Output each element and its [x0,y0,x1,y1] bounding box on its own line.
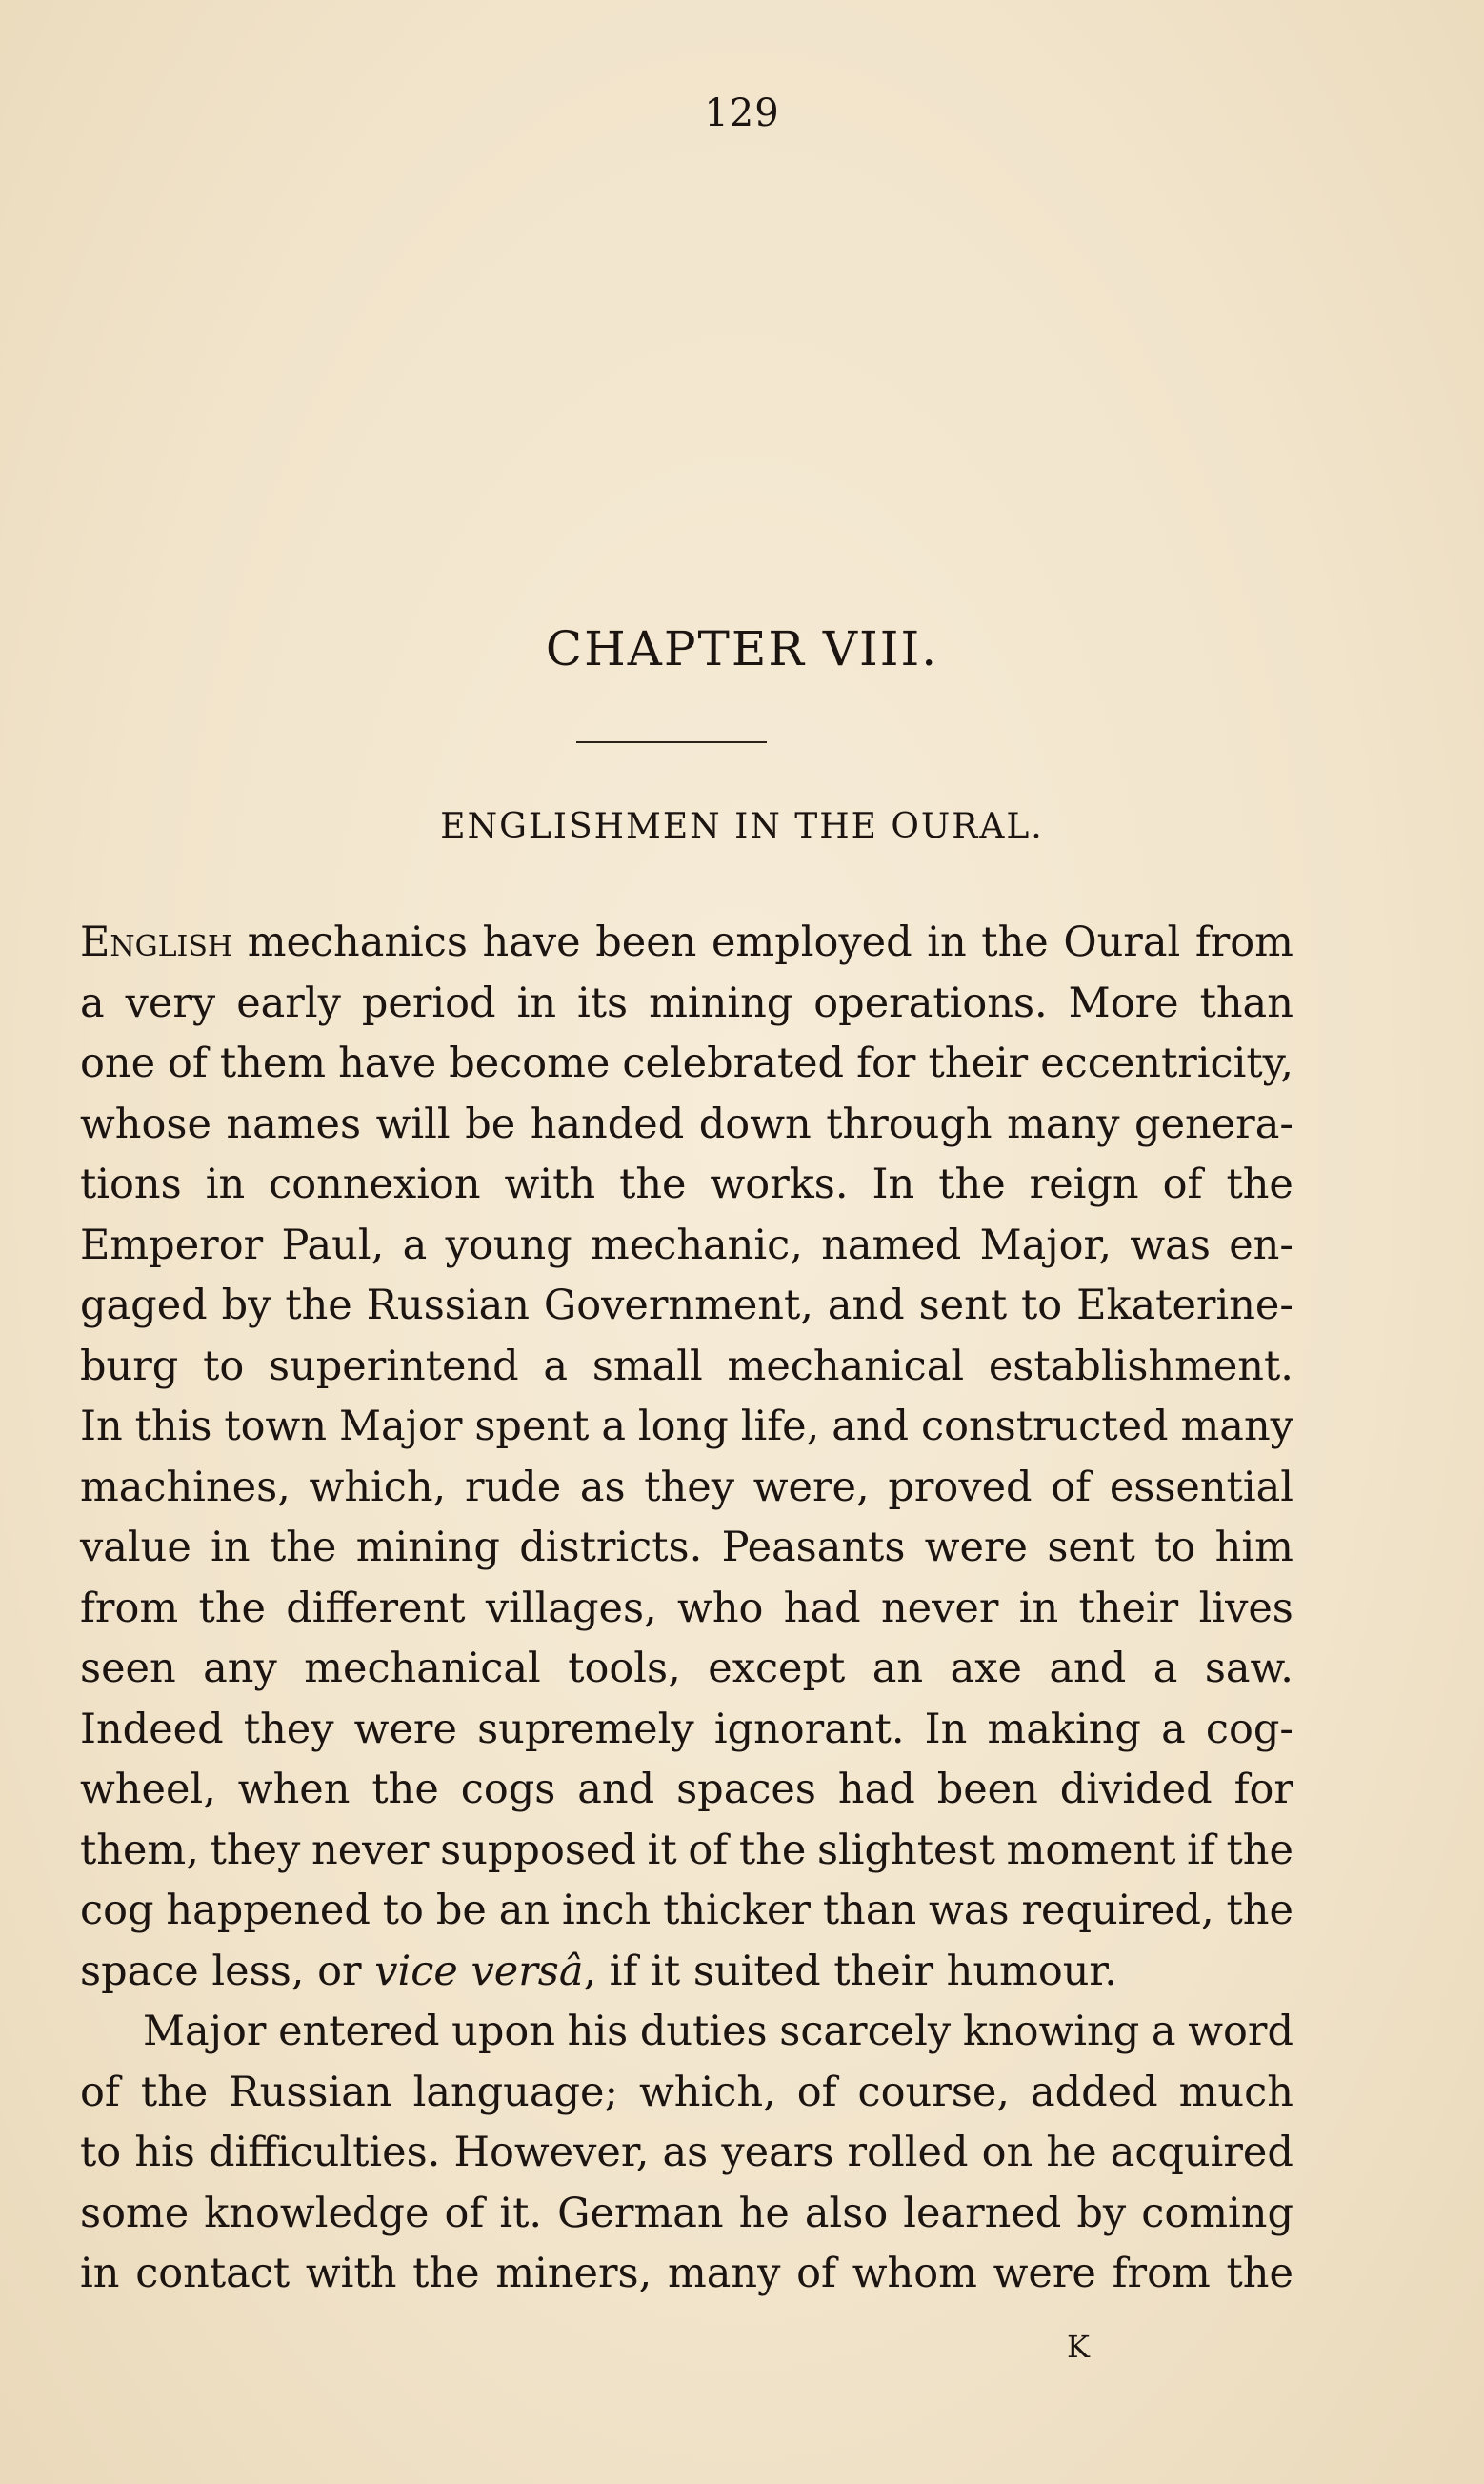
title-divider [576,741,767,743]
text-line: Major entered upon his duties scarcely knowing a word [143,2008,1293,2055]
text-line: value in the mining districts. Peasants were sent to him [80,1524,1293,1571]
text-line: machines, which, rude as they were, proved of essential [80,1463,1293,1511]
text-line: tions in connexion with the works. In the reign of the [80,1161,1293,1208]
text-line: to his difficulties. However, as years rolled on he acquired [80,2129,1293,2176]
signature-mark: K [1067,2329,1090,2365]
text-line: them, they never supposed it of the slightest moment if the [80,1826,1293,1874]
text-line: Indeed they were supremely ignorant. In making a cog- [80,1705,1293,1753]
chapter-subtitle: ENGLISHMEN IN THE OURAL. [440,807,1044,846]
text-line: seen any mechanical tools, except an axe and a saw. [80,1645,1293,1692]
text-line: one of them have become celebrated for their eccentricity, [80,1040,1293,1087]
page-number: 129 [704,91,780,135]
text-line: from the different villages, who had never in their lives [80,1584,1293,1632]
italic-phrase: vice versâ [374,1947,584,1995]
text-line: a very early period in its mining operations. More than [80,979,1293,1027]
text-line: In this town Major spent a long life, and constructed many [80,1403,1293,1450]
text-line: English mechanics have been employed in the Oural from [80,919,1293,966]
text-line: whose names will be handed down through many genera- [80,1100,1293,1148]
line-start: space less, or [80,1947,375,1995]
text-line: burg to superintend a small mechanical establishment. [80,1342,1293,1390]
text-line: gaged by the Russian Government, and sent to Ekaterine- [80,1282,1293,1329]
text-line: of the Russian language; which, of course, added much [80,2068,1293,2116]
body-text [80,913,1293,2305]
text-line: cog happened to be an inch thicker than was required, the [80,1887,1293,1934]
text-line: Emperor Paul, a young mechanic, named Major, was en- [80,1221,1293,1269]
text-line: wheel, when the cogs and spaces had been divided for [80,1766,1293,1813]
chapter-title: CHAPTER VIII. [545,621,939,677]
text-line: some knowledge of it. German he also learned by coming [80,2189,1293,2237]
line-end: , if it suited their humour. [583,1947,1117,1995]
text-line [80,1942,1293,2003]
text-line: in contact with the miners, many of whom were from the [80,2250,1293,2297]
